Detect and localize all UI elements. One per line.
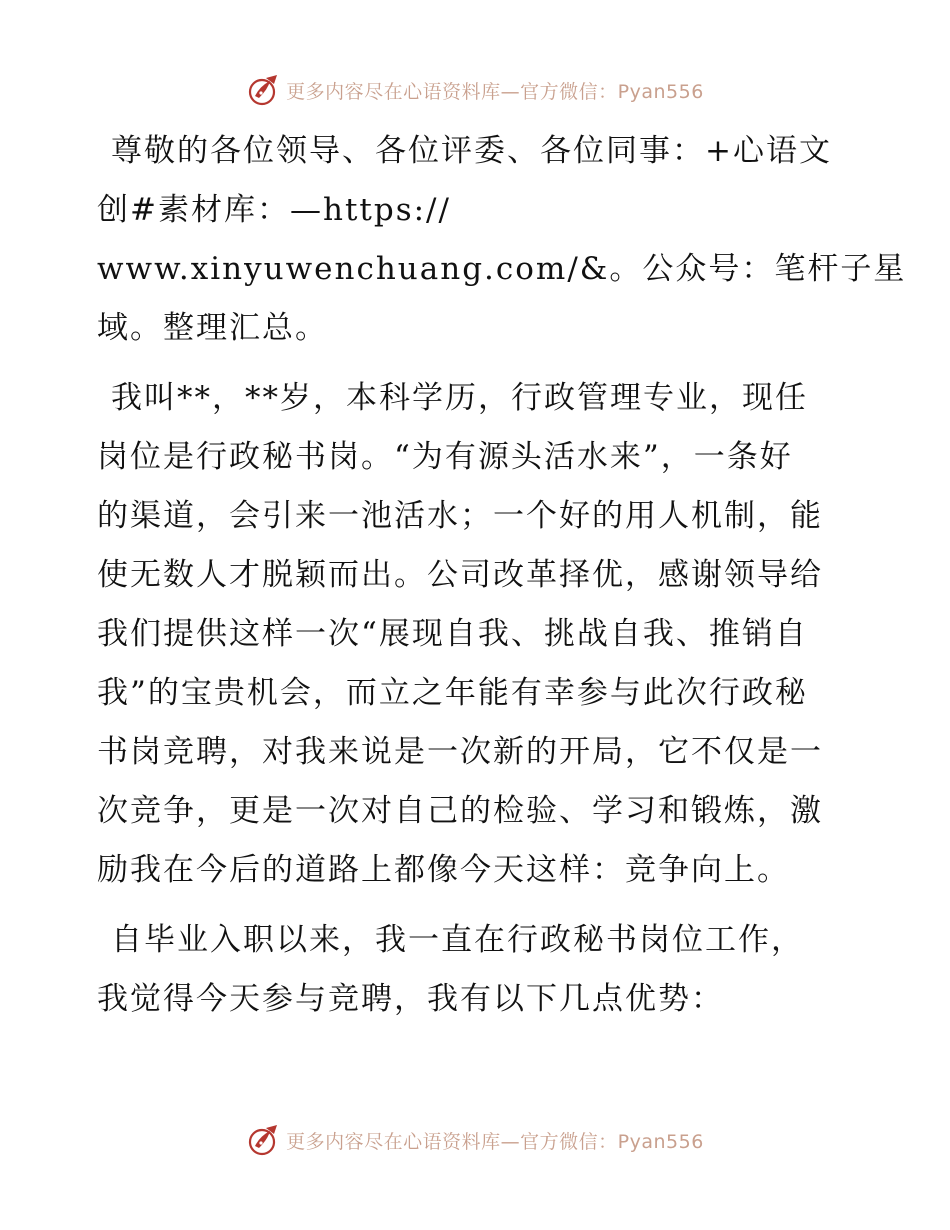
paragraph-line: 的渠道，会引来一池活水；一个好的用人机制，能 [97,498,823,534]
paragraph-line: 书岗竞聘，对我来说是一次新的开局，它不仅是一 [97,734,823,770]
paragraph-line: 岗位是行政秘书岗。“为有源头活水来”，一条好 [97,439,793,475]
header-banner-text: 更多内容尽在心语资料库—官方微信：Pyan556 [286,80,704,103]
paragraph-greeting [97,122,907,358]
paragraph-line: 尊敬的各位领导、各位评委、各位同事：+心语文 [111,133,832,169]
paragraph-line: 域。整理汇总。 [97,310,328,346]
footer-banner-text: 更多内容尽在心语资料库—官方微信：Pyan556 [286,1130,704,1153]
pen-nib-logo-icon [246,72,282,108]
paragraph-line: 创#素材库：—https:// [97,192,451,228]
paragraph-line: www.xinyuwenchuang.com/&。公众号：笔杆子星 [97,251,907,287]
paragraph-line: 使无数人才脱颖而出。公司改革择优，感谢领导给 [97,557,823,593]
pen-nib-logo-icon [246,1122,282,1158]
paragraph-line: 我叫**，**岁，本科学历，行政管理专业，现任 [111,380,808,416]
paragraph-advantages-intro [97,911,857,1029]
paragraph-line: 我们提供这样一次“展现自我、挑战自我、推销自 [97,616,808,652]
paragraph-line: 励我在今后的道路上都像今天这样：竞争向上。 [97,852,790,888]
paragraph-line: 我”的宝贵机会，而立之年能有幸参与此次行政秘 [97,675,808,711]
header-banner [0,70,950,110]
paragraph-introduction [97,369,857,900]
paragraph-line: 我觉得今天参与竞聘，我有以下几点优势： [97,981,724,1017]
paragraph-line: 次竞争，更是一次对自己的检验、学习和锻炼，激 [97,793,823,829]
footer-banner [0,1120,950,1160]
paragraph-line: 自毕业入职以来，我一直在行政秘书岗位工作， [111,922,804,958]
